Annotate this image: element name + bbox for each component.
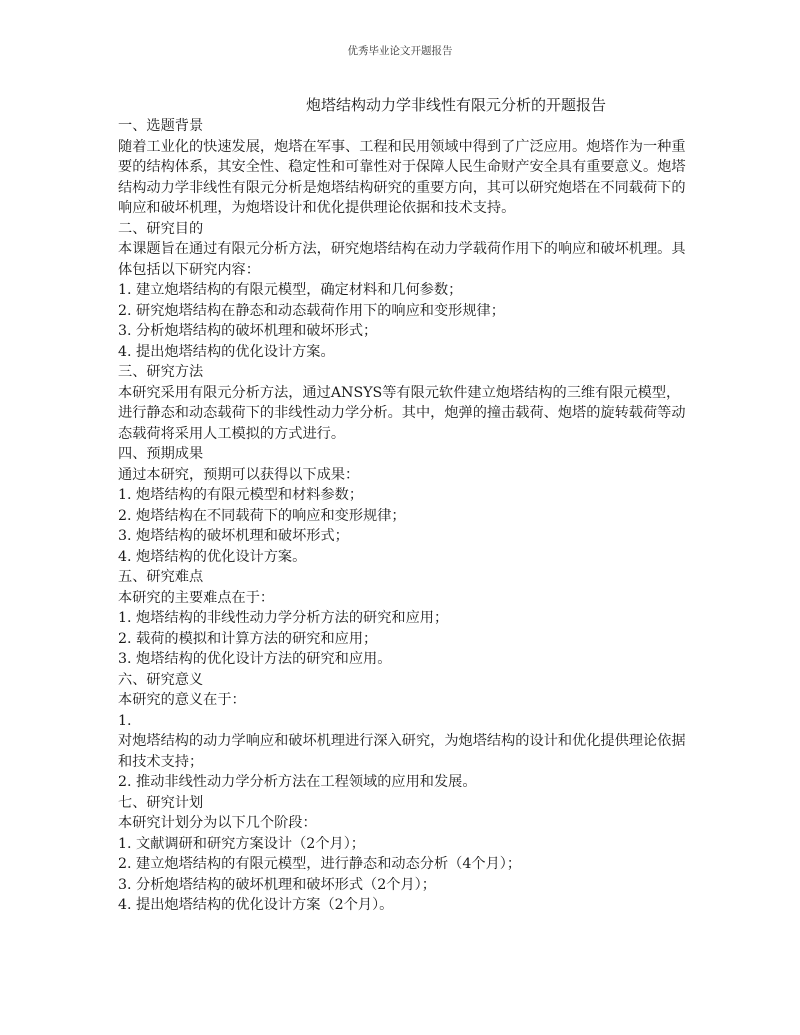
list-item: 2. 炮塔结构在不同载荷下的响应和变形规律； bbox=[118, 507, 406, 524]
list-item: 1. 建立炮塔结构的有限元模型，确定材料和几何参数； bbox=[118, 282, 463, 298]
list-item: 3. 分析炮塔结构的破坏机理和破坏形式； bbox=[118, 323, 378, 339]
list-item: 2. 建立炮塔结构的有限元模型，进行静态和动态分析（4个月）； bbox=[118, 856, 522, 872]
list-item: 1. 炮塔结构的有限元模型和材料参数； bbox=[118, 487, 364, 503]
section-intro-significance: 本研究的意义在于： bbox=[118, 692, 246, 708]
list-item: 3. 分析炮塔结构的破坏机理和破坏形式（2个月）； bbox=[118, 876, 436, 893]
list-item: 4. 炮塔结构的优化设计方案。 bbox=[118, 548, 307, 565]
section-paragraph-purpose: 本课题旨在通过有限元分析方法，研究炮塔结构在动力学载荷作用下的响应和破坏机理。具体包括以下研究内容： bbox=[118, 241, 686, 278]
section-intro-outcomes: 通过本研究，预期可以获得以下成果： bbox=[118, 466, 360, 483]
list-item: 2. 载荷的模拟和计算方法的研究和应用； bbox=[118, 630, 378, 647]
list-item: 3. 炮塔结构的破坏机理和破坏形式； bbox=[118, 528, 349, 544]
list-item: 1. 文献调研和研究方案设计（2个月）； bbox=[118, 835, 365, 852]
list-item: 4. 提出炮塔结构的优化设计方案。 bbox=[118, 343, 335, 360]
document-body bbox=[118, 116, 690, 916]
section-heading-plan: 七、研究计划 bbox=[118, 794, 204, 811]
page-header: 优秀毕业论文开题报告 bbox=[347, 45, 453, 57]
section-heading-background: 一、选题背景 bbox=[118, 118, 204, 134]
list-item-number: 1. bbox=[118, 712, 132, 729]
list-item: 1. 炮塔结构的非线性动力学分析方法的研究和应用； bbox=[118, 610, 449, 626]
document-title: 炮塔结构动力学非线性有限元分析的开题报告 bbox=[306, 96, 607, 114]
section-heading-difficulties: 五、研究难点 bbox=[118, 569, 204, 585]
section-paragraph-significance: 对炮塔结构的动力学响应和破坏机理进行深入研究，为炮塔结构的设计和优化提供理论依据和技术支持； bbox=[118, 733, 686, 770]
section-heading-outcomes: 四、预期成果 bbox=[118, 446, 204, 462]
section-intro-difficulties: 本研究的主要难点在于： bbox=[118, 589, 275, 606]
section-heading-significance: 六、研究意义 bbox=[118, 671, 204, 688]
section-paragraph-background: 随着工业化的快速发展，炮塔在军事、工程和民用领域中得到了广泛应用。炮塔作为一种重要的结构体系，其安全性、稳定性和可靠性对于保障人民生命财产安全具有重要意义。炮塔结构动力学非线性有限元分析是炮塔结构研究的重要方向，其可以研究炮塔在不同载荷下的响应和破坏机理，为炮塔设计和优化提供理论依据和技术支持。 bbox=[118, 138, 686, 216]
section-intro-plan: 本研究计划分为以下几个阶段： bbox=[118, 815, 317, 831]
section-paragraph-method: 本研究采用有限元分析方法，通过ANSYS等有限元软件建立炮塔结构的三维有限元模型，进行静态和动态载荷下的非线性动力学分析。其中，炮弹的撞击载荷、炮塔的旋转载荷等动态载荷将采用人工模拟的方式进行。 bbox=[118, 384, 686, 442]
list-item: 2. 推动非线性动力学分析方法在工程领域的应用和发展。 bbox=[118, 774, 477, 790]
list-item: 2. 研究炮塔结构在静态和动态载荷作用下的响应和变形规律； bbox=[118, 302, 505, 319]
list-item: 4. 提出炮塔结构的优化设计方案（2个月）。 bbox=[118, 897, 394, 913]
list-item: 3. 炮塔结构的优化设计方法的研究和应用。 bbox=[118, 651, 392, 667]
section-heading-method: 三、研究方法 bbox=[118, 364, 204, 380]
section-heading-purpose: 二、研究目的 bbox=[118, 220, 204, 237]
